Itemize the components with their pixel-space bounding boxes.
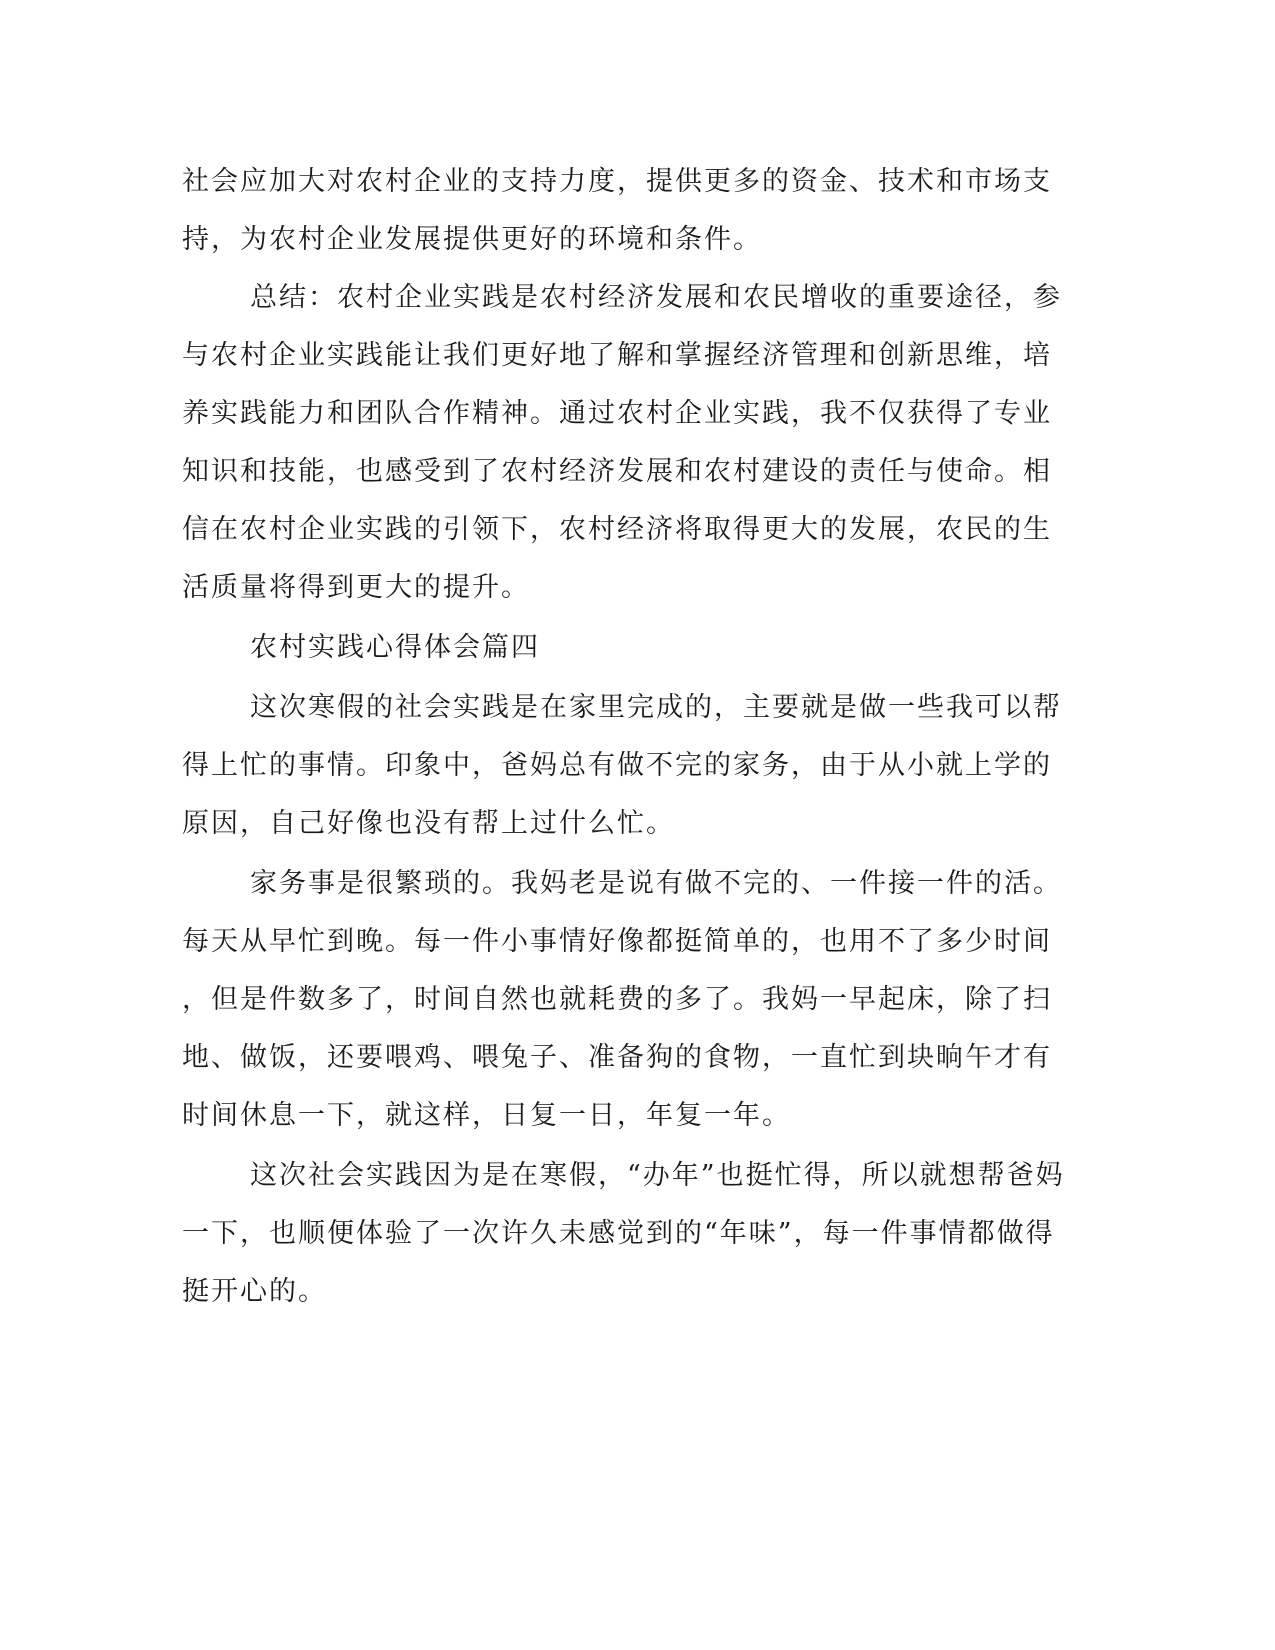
text-line: 知识和技能，也感受到了农村经济发展和农村建设的责任与使命。相 <box>182 456 1052 487</box>
text-line: 家务事是很繁琐的。我妈老是说有做不完的、一件接一件的活。 <box>250 868 1062 899</box>
text-line: 一下，也顺便体验了一次许久未感觉到的“年味”，每一件事情都做得 <box>182 1218 1055 1249</box>
text-line: 这次社会实践因为是在寒假，“办年”也挺忙得，所以就想帮爸妈 <box>250 1160 1065 1191</box>
text-line: 每天从早忙到晚。每一件小事情好像都挺简单的，也用不了多少时间 <box>182 926 1052 957</box>
text-line: 养实践能力和团队合作精神。通过农村企业实践，我不仅获得了专业 <box>182 398 1052 429</box>
text-line: 总结：农村企业实践是农村经济发展和农民增收的重要途径，参 <box>250 282 1062 313</box>
text-line: 时间休息一下，就这样，日复一日，年复一年。 <box>182 1100 791 1131</box>
text-line: 挺开心的。 <box>182 1276 327 1307</box>
text-line: 社会应加大对农村企业的支持力度，提供更多的资金、技术和市场支 <box>182 166 1052 197</box>
text-line: 持，为农村企业发展提供更好的环境和条件。 <box>182 224 762 255</box>
text-line: 得上忙的事情。印象中，爸妈总有做不完的家务，由于从小就上学的 <box>182 750 1052 781</box>
section-heading: 农村实践心得体会篇四 <box>250 632 540 663</box>
text-line: 信在农村企业实践的引领下，农村经济将取得更大的发展，农民的生 <box>182 514 1052 545</box>
text-line: 这次寒假的社会实践是在家里完成的，主要就是做一些我可以帮 <box>250 692 1062 723</box>
text-line: 与农村企业实践能让我们更好地了解和掌握经济管理和创新思维，培 <box>182 340 1052 371</box>
text-line: 地、做饭，还要喂鸡、喂兔子、准备狗的食物，一直忙到块晌午才有 <box>182 1042 1052 1073</box>
text-line: 活质量将得到更大的提升。 <box>182 572 530 603</box>
text-line: ，但是件数多了，时间自然也就耗费的多了。我妈一早起床，除了扫 <box>182 984 1052 1015</box>
text-line: 原因，自己好像也没有帮上过什么忙。 <box>182 808 675 839</box>
